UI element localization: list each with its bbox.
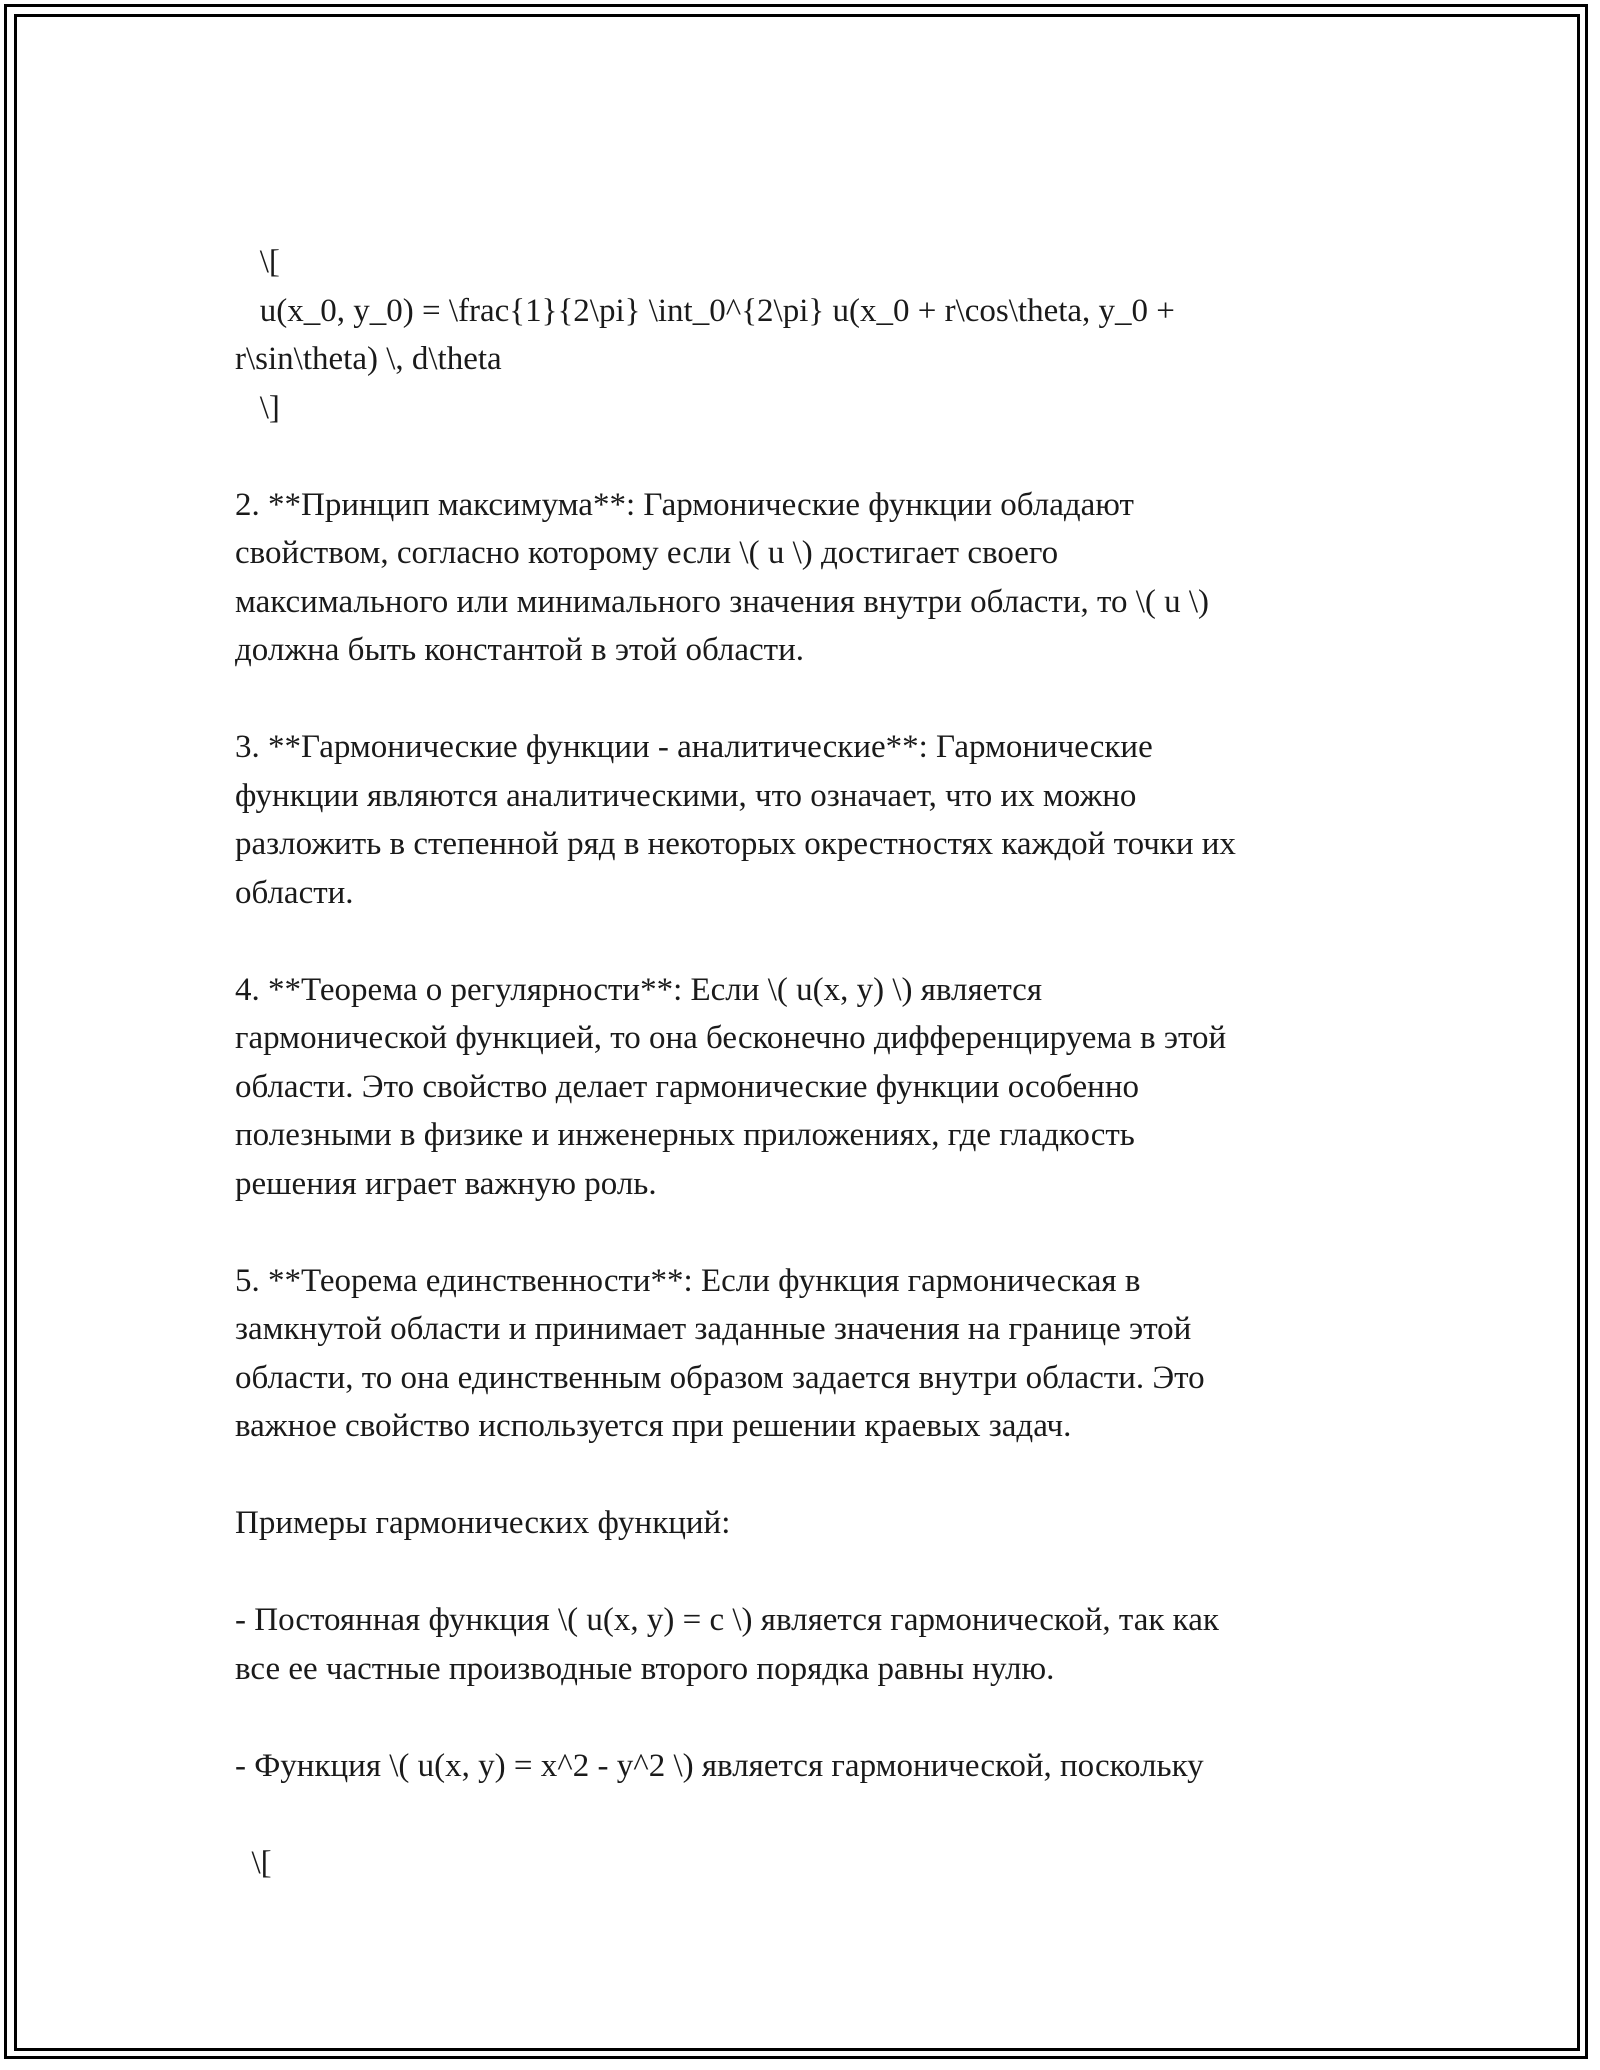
paragraph-line: решения играет важную роль. <box>235 1165 657 1202</box>
blank-line <box>235 1548 1365 1597</box>
paragraph-line: области. <box>235 874 354 911</box>
paragraph-line: максимального или минимального значения внутри области, то \( u \) <box>235 583 1210 620</box>
formula-open: \[ <box>235 1844 272 1881</box>
formula-open: \[ <box>235 244 280 280</box>
blank-line <box>235 675 1365 724</box>
blank-line <box>235 1790 1365 1839</box>
formula-line: u(x_0, y_0) = \frac{1}{2\pi} \int_0^{2\pi} u(x_0 + r\cos\theta, y_0 + <box>235 292 1175 329</box>
formula-close: \] <box>235 389 280 426</box>
blank-line <box>235 1451 1365 1500</box>
list-item-line: - Функция \( u(x, y) = x^2 - y^2 \) является гармонической, поскольку <box>235 1747 1204 1784</box>
list-item-line: - Постоянная функция \( u(x, y) = c \) является гармонической, так как <box>235 1602 1219 1638</box>
paragraph-line: полезными в физике и инженерных приложениях, где гладкость <box>235 1117 1135 1153</box>
paragraph-line: 4. **Теорема о регулярности**: Если \( u(x, y) \) является <box>235 971 1043 1008</box>
paragraph-line: гармонической функцией, то она бесконечно дифференцируема в этой <box>235 1020 1227 1056</box>
paragraph-line: разложить в степенной ряд в некоторых окрестностях каждой точки их <box>235 826 1236 862</box>
paragraph-line: свойством, согласно которому если \( u \) достигает своего <box>235 535 1059 571</box>
paragraph-line: области. Это свойство делает гармонические функции особенно <box>235 1068 1140 1105</box>
paragraph-line: области, то она единственным образом задается внутри области. Это <box>235 1359 1205 1396</box>
list-item-line: все ее частные производные второго порядка равны нулю. <box>235 1650 1055 1687</box>
paragraph-line: 3. **Гармонические функции - аналитические**: Гармонические <box>235 729 1153 765</box>
paragraph-line: 2. **Принцип максимума**: Гармонические функции обладают <box>235 486 1134 523</box>
paragraph-line: важное свойство используется при решении краевых задач. <box>235 1408 1072 1444</box>
blank-line <box>235 1693 1365 1742</box>
blank-line <box>235 917 1365 966</box>
formula-line: r\sin\theta) \, d\theta <box>235 341 502 377</box>
blank-line <box>235 432 1365 481</box>
blank-line <box>235 1208 1365 1257</box>
paragraph-line: должна быть константой в этой области. <box>235 632 805 668</box>
paragraph-line: 5. **Теорема единственности**: Если функция гармоническая в <box>235 1262 1141 1299</box>
paragraph-line: замкнутой области и принимает заданные значения на границе этой <box>235 1311 1192 1347</box>
document-body <box>235 238 1365 1887</box>
paragraph-line: функции являются аналитическими, что означает, что их можно <box>235 777 1137 814</box>
section-heading: Примеры гармонических функций: <box>235 1505 731 1541</box>
